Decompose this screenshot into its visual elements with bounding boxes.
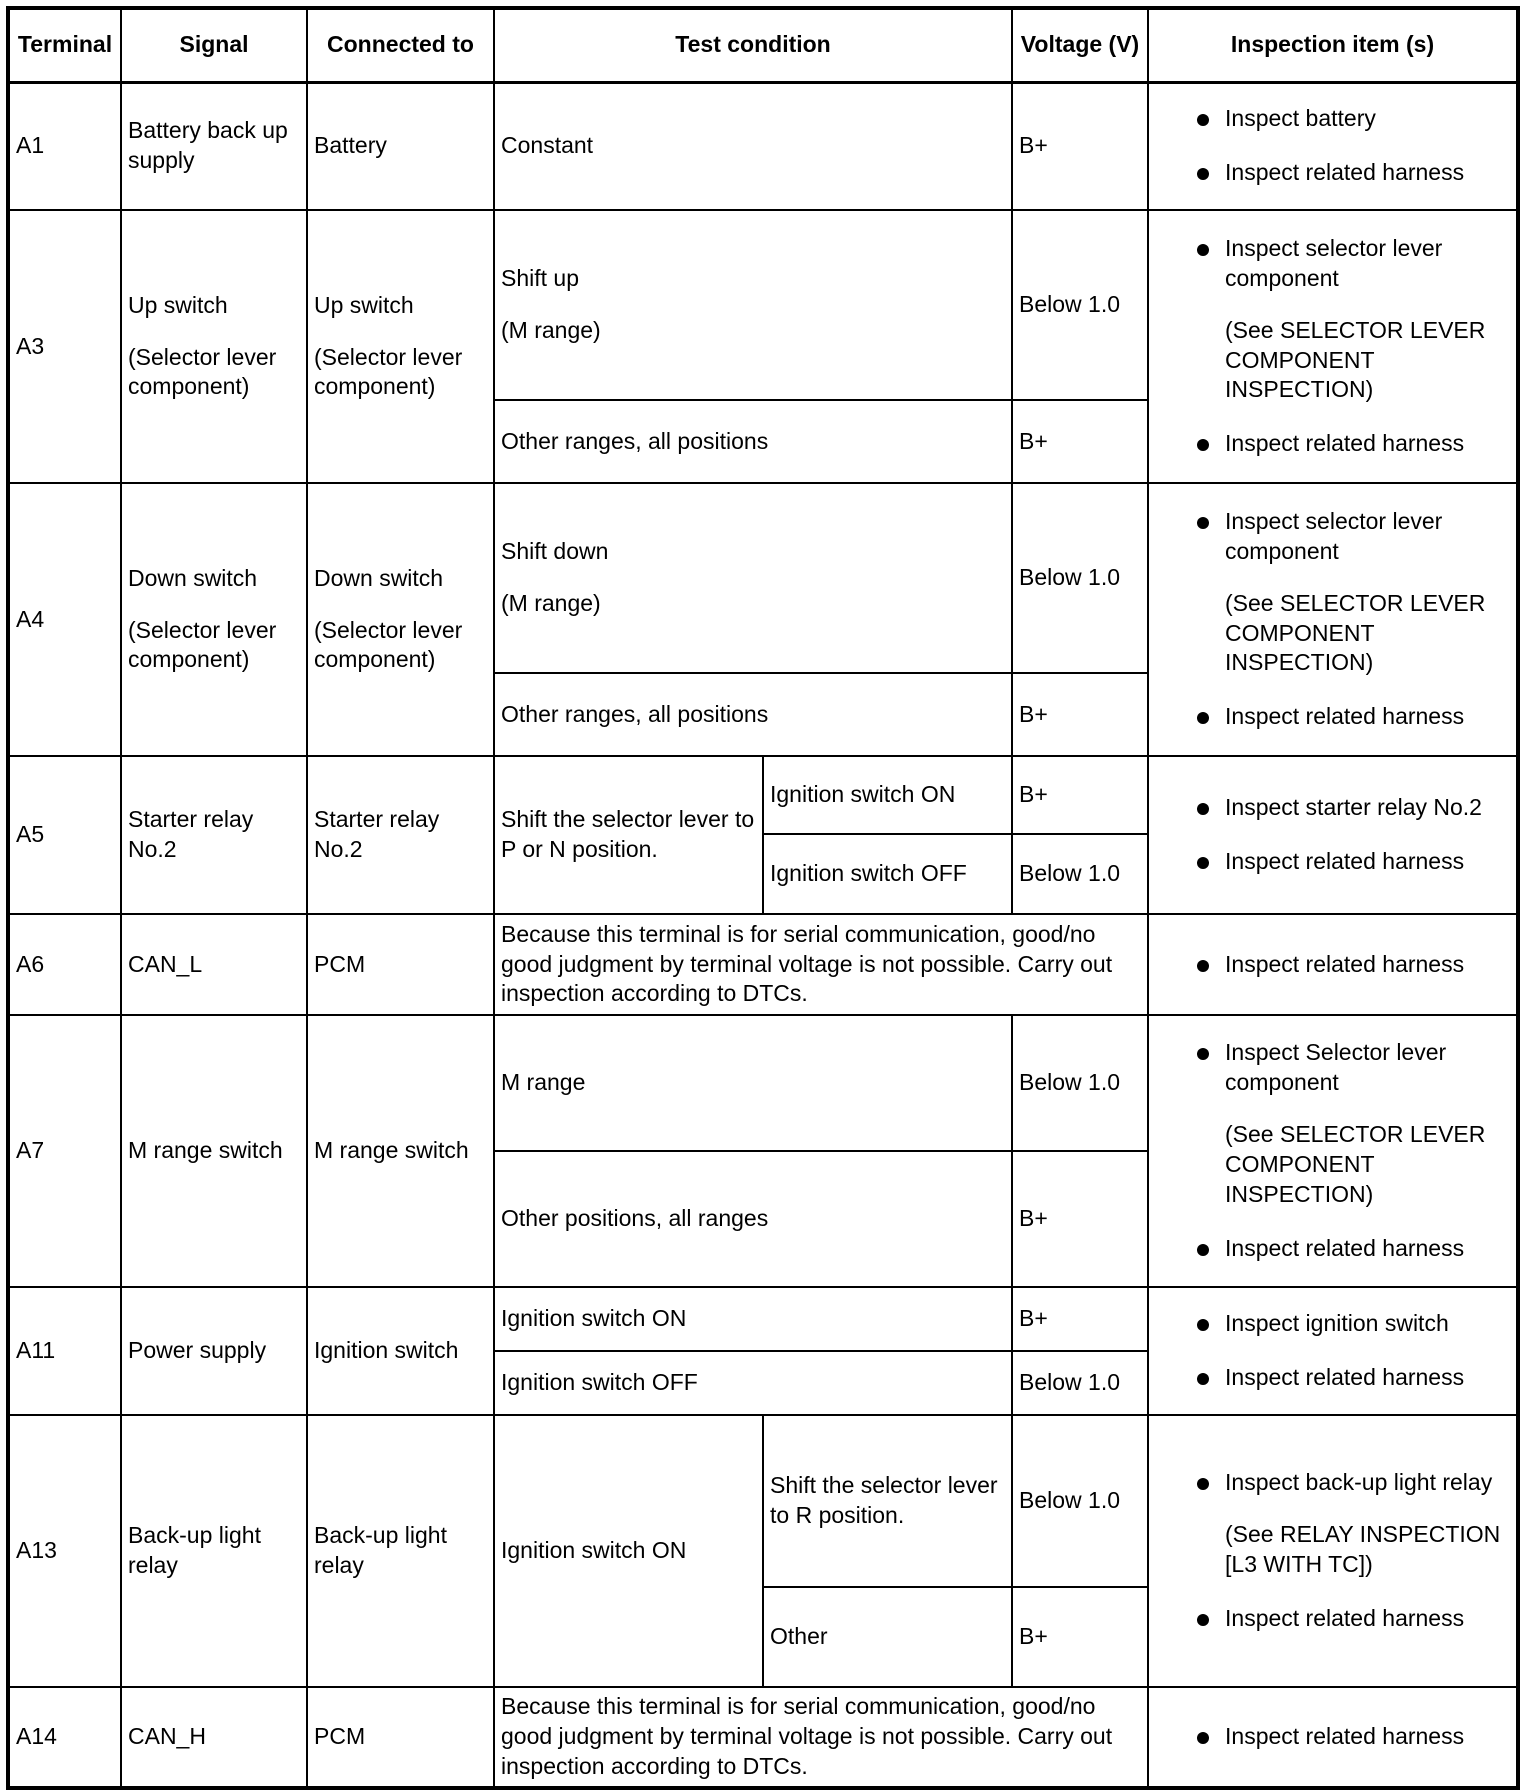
terminal-cell: A11 — [8, 1287, 121, 1415]
test-condition-cell: M range — [494, 1015, 1012, 1151]
bullet-icon — [1197, 439, 1209, 451]
voltage-cell: B+ — [1012, 400, 1148, 483]
test-condition-cell: Ignition switch ON — [494, 1287, 1012, 1351]
bullet-icon — [1197, 1614, 1209, 1626]
table-row-a7 — [8, 1015, 1518, 1151]
terminal-cell: A1 — [8, 82, 121, 210]
inspection-cell — [1148, 82, 1518, 210]
voltage-cell: B+ — [1012, 756, 1148, 834]
inspection-cell — [1148, 483, 1518, 756]
terminal-cell: A5 — [8, 756, 121, 914]
bullet-icon — [1197, 244, 1209, 256]
voltage-cell: Below 1.0 — [1012, 1415, 1148, 1587]
terminal-cell: A6 — [8, 914, 121, 1015]
test-subcondition-cell: Shift the selector lever to R position. — [763, 1415, 1012, 1587]
signal-cell: Starter relay No.2 — [121, 756, 307, 914]
bullet-icon — [1197, 803, 1209, 815]
header-row — [8, 8, 1518, 82]
connected-to-cell: Starter relay No.2 — [307, 756, 494, 914]
test-condition-cell: Constant — [494, 82, 1012, 210]
connected-to-cell: Down switch (Selector lever component) — [307, 483, 494, 756]
inspection-item: Inspect related harness — [1155, 847, 1510, 877]
inspection-cell — [1148, 210, 1518, 483]
inspection-item: Inspect related harness — [1155, 1722, 1510, 1752]
header-terminal: Terminal — [8, 8, 121, 82]
bullet-icon — [1197, 517, 1209, 529]
signal-cell: M range switch — [121, 1015, 307, 1287]
table-row-a14 — [8, 1687, 1518, 1788]
table-row-a3 — [8, 210, 1518, 400]
terminal-cell: A7 — [8, 1015, 121, 1287]
table-row-a6 — [8, 914, 1518, 1015]
inspection-item: Inspect related harness — [1155, 429, 1510, 459]
table-row-a11 — [8, 1287, 1518, 1351]
test-subcondition-cell: Ignition switch ON — [763, 756, 1012, 834]
connected-to-cell: Battery — [307, 82, 494, 210]
connected-to-cell: Ignition switch — [307, 1287, 494, 1415]
inspection-item: Inspect related harness — [1155, 702, 1510, 732]
table-row-a5 — [8, 756, 1518, 834]
test-condition-cell: Other ranges, all positions — [494, 673, 1012, 756]
signal-cell: Power supply — [121, 1287, 307, 1415]
header-test-condition: Test condition — [494, 8, 1012, 82]
table-row-a4 — [8, 483, 1518, 673]
table-row-a1 — [8, 82, 1518, 210]
test-condition-cell: Other positions, all ranges — [494, 1151, 1012, 1287]
test-condition-cell: Shift the selector lever to P or N position. — [494, 756, 763, 914]
test-condition-cell: Shift down (M range) — [494, 483, 1012, 673]
bullet-icon — [1197, 114, 1209, 126]
bullet-icon — [1197, 1478, 1209, 1490]
bullet-icon — [1197, 1732, 1209, 1744]
bullet-icon — [1197, 712, 1209, 724]
inspection-item: Inspect related harness — [1155, 158, 1510, 188]
test-subcondition-cell: Other — [763, 1587, 1012, 1687]
connected-to-cell: PCM — [307, 1687, 494, 1788]
test-condition-cell: Ignition switch ON — [494, 1415, 763, 1687]
bullet-icon — [1197, 1373, 1209, 1385]
inspection-cell — [1148, 1687, 1518, 1788]
bullet-icon — [1197, 857, 1209, 869]
inspection-cell — [1148, 1287, 1518, 1415]
voltage-cell: B+ — [1012, 82, 1148, 210]
signal-cell: CAN_L — [121, 914, 307, 1015]
header-connected-to: Connected to — [307, 8, 494, 82]
voltage-cell: Below 1.0 — [1012, 834, 1148, 914]
test-condition-cell: Because this terminal is for serial communication, good/no good judgment by terminal voltage is not possible. Carry out inspection according to DTCs. — [494, 914, 1148, 1015]
inspection-item: Inspect related harness — [1155, 1234, 1510, 1264]
signal-cell: Back-up light relay — [121, 1415, 307, 1687]
bullet-icon — [1197, 1319, 1209, 1331]
inspection-item: Inspect selector lever component (See SELECTOR LEVER COMPONENT INSPECTION) — [1155, 234, 1510, 405]
test-subcondition-cell: Ignition switch OFF — [763, 834, 1012, 914]
voltage-cell: Below 1.0 — [1012, 483, 1148, 673]
table-row-a13 — [8, 1415, 1518, 1587]
inspection-item: Inspect related harness — [1155, 1604, 1510, 1634]
voltage-cell: Below 1.0 — [1012, 1015, 1148, 1151]
test-condition-cell: Shift up (M range) — [494, 210, 1012, 400]
inspection-item: Inspect starter relay No.2 — [1155, 793, 1510, 823]
bullet-icon — [1197, 1244, 1209, 1256]
inspection-cell — [1148, 914, 1518, 1015]
inspection-cell — [1148, 1415, 1518, 1687]
header-inspection-items: Inspection item (s) — [1148, 8, 1518, 82]
inspection-item: Inspect Selector lever component (See SELECTOR LEVER COMPONENT INSPECTION) — [1155, 1038, 1510, 1209]
terminal-cell: A14 — [8, 1687, 121, 1788]
inspection-item: Inspect related harness — [1155, 1363, 1510, 1393]
inspection-cell — [1148, 756, 1518, 914]
terminal-cell: A13 — [8, 1415, 121, 1687]
inspection-cell — [1148, 1015, 1518, 1287]
inspection-item: Inspect battery — [1155, 104, 1510, 134]
signal-cell: Battery back up supply — [121, 82, 307, 210]
voltage-cell: Below 1.0 — [1012, 1351, 1148, 1415]
inspection-item: Inspect selector lever component (See SELECTOR LEVER COMPONENT INSPECTION) — [1155, 507, 1510, 678]
voltage-cell: B+ — [1012, 673, 1148, 756]
test-condition-cell: Because this terminal is for serial communication, good/no good judgment by terminal voltage is not possible. Carry out inspection according to DTCs. — [494, 1687, 1148, 1788]
connected-to-cell: M range switch — [307, 1015, 494, 1287]
connected-to-cell: Up switch (Selector lever component) — [307, 210, 494, 483]
voltage-cell: B+ — [1012, 1287, 1148, 1351]
signal-cell: Up switch (Selector lever component) — [121, 210, 307, 483]
terminal-cell: A4 — [8, 483, 121, 756]
terminal-voltage-table — [6, 6, 1520, 1790]
inspection-item: Inspect related harness — [1155, 950, 1510, 980]
bullet-icon — [1197, 960, 1209, 972]
header-signal: Signal — [121, 8, 307, 82]
voltage-cell: Below 1.0 — [1012, 210, 1148, 400]
voltage-cell: B+ — [1012, 1587, 1148, 1687]
bullet-icon — [1197, 1048, 1209, 1060]
terminal-cell: A3 — [8, 210, 121, 483]
signal-cell: CAN_H — [121, 1687, 307, 1788]
signal-cell: Down switch (Selector lever component) — [121, 483, 307, 756]
test-condition-cell: Other ranges, all positions — [494, 400, 1012, 483]
connected-to-cell: Back-up light relay — [307, 1415, 494, 1687]
bullet-icon — [1197, 168, 1209, 180]
header-voltage: Voltage (V) — [1012, 8, 1148, 82]
voltage-cell: B+ — [1012, 1151, 1148, 1287]
test-condition-cell: Ignition switch OFF — [494, 1351, 1012, 1415]
inspection-item: Inspect back-up light relay (See RELAY INSPECTION [L3 WITH TC]) — [1155, 1468, 1510, 1580]
connected-to-cell: PCM — [307, 914, 494, 1015]
inspection-item: Inspect ignition switch — [1155, 1309, 1510, 1339]
